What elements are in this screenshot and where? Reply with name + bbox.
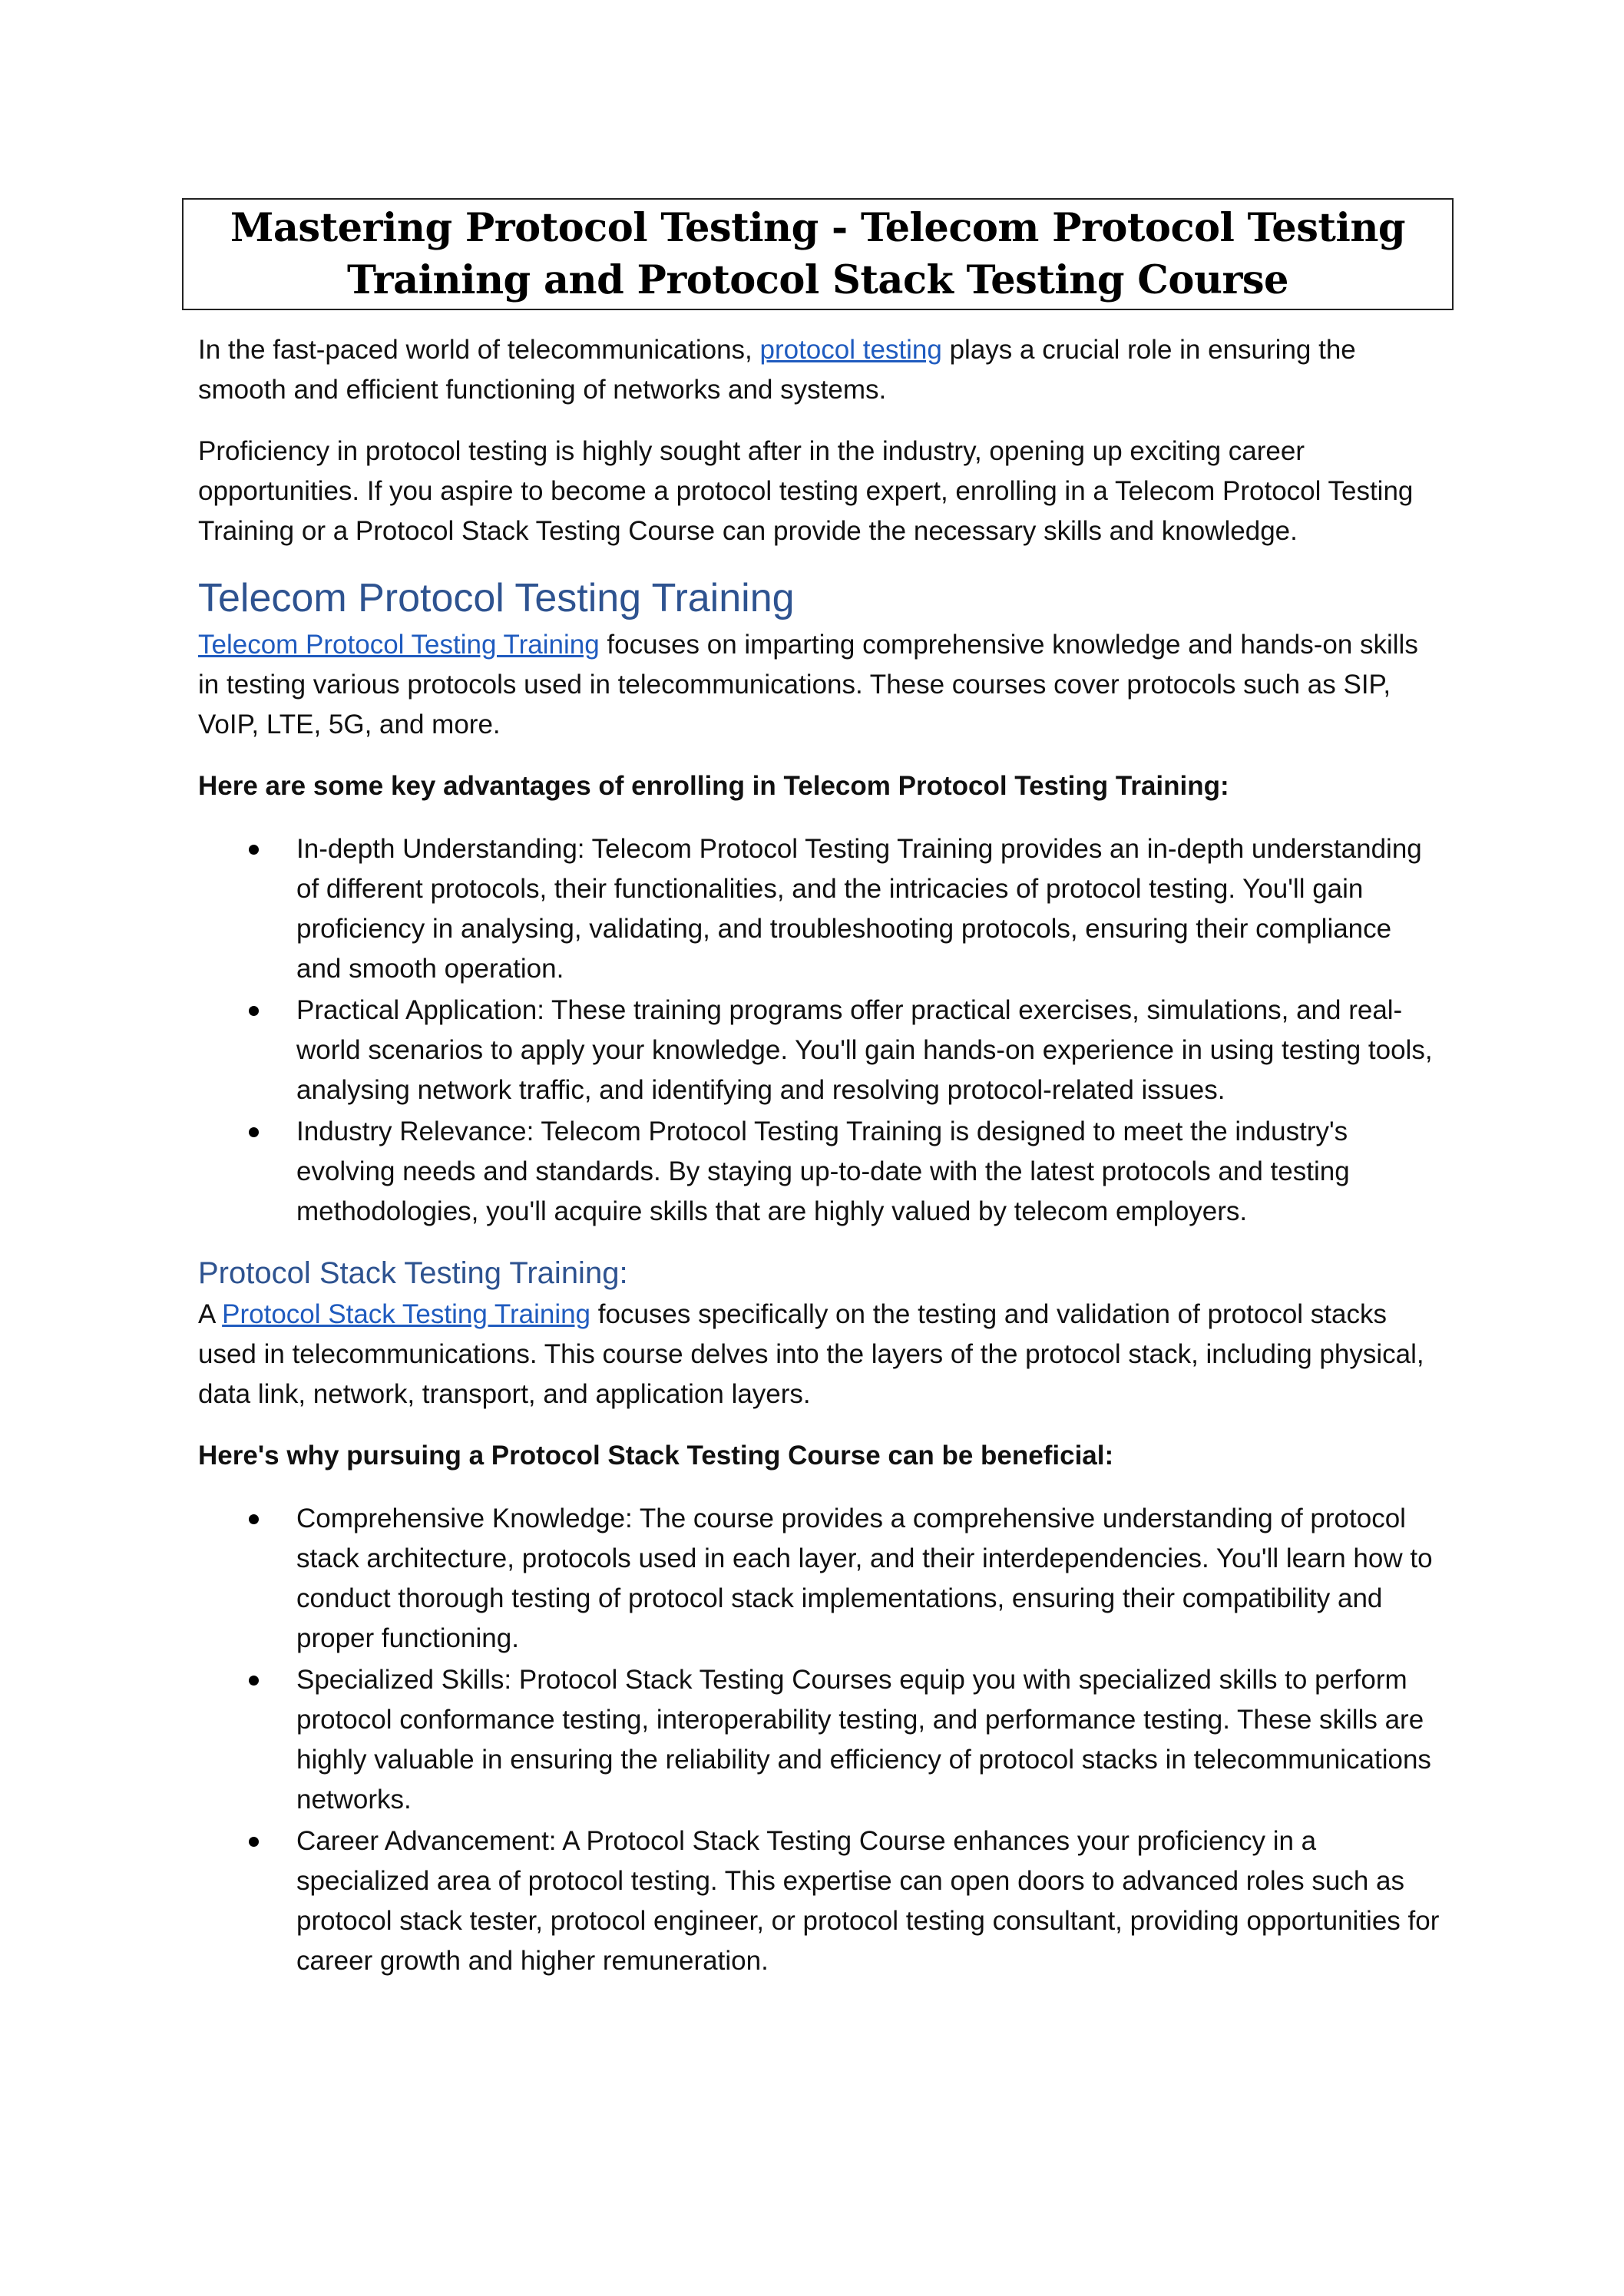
section2-text-before-link: A: [198, 1299, 223, 1329]
section1-text-after-link: focuses on imparting comprehensive knowledge and hands-on skills in testing various protocols used in telecommunications. These courses cover protocols such as SIP, VoIP, LTE, 5G, and more.: [198, 630, 1418, 739]
intro-text-before-link: In the fast-paced world of telecommunications,: [198, 335, 760, 365]
bullet-icon: [249, 1837, 259, 1847]
bullet-icon: [249, 1006, 259, 1016]
protocol-testing-link[interactable]: protocol testing: [759, 335, 942, 365]
bullet-icon: [249, 1127, 259, 1137]
list-item: [296, 991, 1442, 1110]
intro-text-after-link: plays a crucial role in ensuring the smooth and efficient functioning of networks and systems.: [198, 335, 1356, 405]
list-item-text: Comprehensive Knowledge: The course provides a comprehensive understanding of protocol stack architecture, protocols used in each layer, and their interdependencies. You'll learn how to conduct thorough testing of protocol stack implementations, ensuring their compatibility and proper functioning.: [296, 1504, 1433, 1653]
section2-lead: Here's why pursuing a Protocol Stack Testing Course can be beneficial:: [198, 1441, 1114, 1471]
section2-paragraph: [198, 1295, 1442, 1414]
list-item-text: Specialized Skills: Protocol Stack Testing Courses equip you with specialized skills to perform protocol conformance testing, interoperability testing, and performance testing. These skills are highly valuable in ensuring the reliability and efficiency of protocol stacks in telecommunications networks.: [296, 1665, 1431, 1815]
section2-bullet-list: [198, 1499, 1442, 1981]
section1-paragraph: [198, 625, 1442, 745]
list-item: [296, 1112, 1442, 1232]
page-title: Mastering Protocol Testing - Telecom Protocol Testing Training and Protocol Stack Testing Course: [230, 205, 1406, 303]
list-item-text: In-depth Understanding: Telecom Protocol Testing Training provides an in-depth understanding of different protocols, their functionalities, and the intricacies of protocol testing. You'll gain proficiency in analysing, validating, and troubleshooting protocols, ensuring their compliance and smooth operation.: [296, 834, 1422, 984]
section-heading-protocol-stack-training: Protocol Stack Testing Training:: [198, 1256, 628, 1290]
list-item-text: Career Advancement: A Protocol Stack Testing Course enhances your proficiency in a specialized area of protocol testing. This expertise can open doors to advanced roles such as protocol stack tester, protocol engineer, or protocol testing consultant, providing opportunities for career growth and higher remuneration.: [296, 1826, 1440, 1976]
bullet-icon: [249, 845, 259, 855]
section-heading-telecom-training: Telecom Protocol Testing Training: [198, 576, 795, 620]
section2-text-after-link: focuses specifically on the testing and validation of protocol stacks used in telecommunications. This course delves into the layers of the protocol stack, including physical, data link, network, transport, and application layers.: [198, 1299, 1424, 1409]
list-item-text: Industry Relevance: Telecom Protocol Testing Training is designed to meet the industry's evolving needs and standards. By staying up-to-date with the latest protocols and testing methodologies, you'll acquire skills that are highly valued by telecom employers.: [296, 1117, 1350, 1226]
intro-paragraph-1: [198, 330, 1442, 410]
telecom-protocol-testing-training-link[interactable]: Telecom Protocol Testing Training: [198, 630, 600, 660]
section1-lead: Here are some key advantages of enrolling in Telecom Protocol Testing Training:: [198, 771, 1229, 801]
title-box: [182, 198, 1454, 310]
section1-bullet-list: [198, 829, 1442, 1232]
list-item-text: Practical Application: These training programs offer practical exercises, simulations, and real-world scenarios to apply your knowledge. You'll gain hands-on experience in using testing tools, analysing network traffic, and identifying and resolving protocol-related issues.: [296, 995, 1433, 1105]
document-body: [198, 330, 1442, 2001]
bullet-icon: [249, 1676, 259, 1686]
list-item: [296, 1821, 1442, 1981]
list-item: [296, 1660, 1442, 1820]
list-item: [296, 829, 1442, 989]
list-item: [296, 1499, 1442, 1659]
protocol-stack-testing-training-link[interactable]: Protocol Stack Testing Training: [222, 1299, 591, 1329]
intro-paragraph-2: Proficiency in protocol testing is highly sought after in the industry, opening up exciting career opportunities. If you aspire to become a protocol testing expert, enrolling in a Telecom Protocol Testing Training or a Protocol Stack Testing Course can provide the necessary skills and knowledge.: [198, 436, 1414, 546]
bullet-icon: [249, 1514, 259, 1524]
